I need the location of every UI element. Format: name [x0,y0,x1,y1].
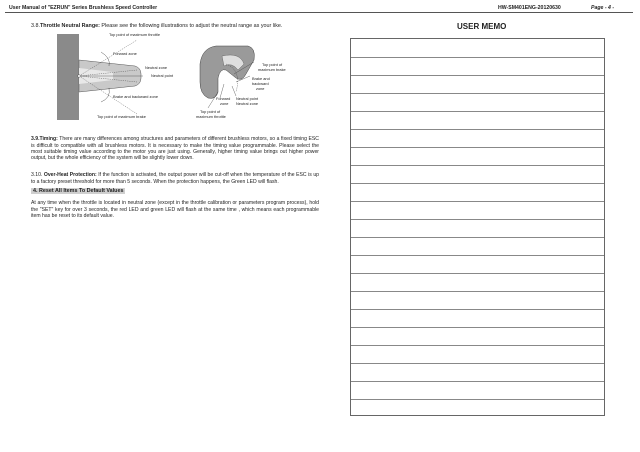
memo-line [351,111,604,112]
memo-line [351,201,604,202]
user-memo-title: USER MEMO [457,22,507,31]
label-neutral-point: Neutral point [151,73,174,78]
memo-line [351,363,604,364]
header-rule [5,12,633,13]
memo-line [351,309,604,310]
section-3-8-title: Throttle Neutral Range: [40,23,100,29]
page-header [0,0,640,14]
header-doc-id: HW-SM401ENG-20120630 [498,5,561,11]
brake-zone-arrow [101,88,109,102]
header-page-number: Page - 4 - [591,5,615,11]
section-3-10-text: If the function is activated, the output power will be cut-off when the temperature of the ESC is up to a factory preset threshold for more than 5 seconds. When the protection happens, the Green LED will flash. [31,172,319,185]
label-brake-backward-3: zone [256,86,265,91]
memo-line [351,147,604,148]
memo-line [351,399,604,400]
header-manual-title: User Manual of "EZRUN" Series Brushless Speed Controller [9,5,158,11]
memo-line [351,219,604,220]
label-neutral-point-right: Neutral point [236,96,259,101]
section-3-10-label: Over-Heat Protection: [43,172,97,179]
memo-line [351,291,604,292]
label-brake-backward-1: Brake and [252,76,270,81]
neutral-leader [232,86,236,96]
memo-line [351,327,604,328]
label-top-max-throttle: Top point of maximum throttle [109,32,161,37]
section-3-9-label: 3.9.Timing: [31,136,58,143]
section-4-title: 4. Reset All Items To Default Values [33,188,124,194]
section-3-8-text: Please see the following illustrations to adjust the neutral range as your like. [99,23,283,29]
memo-line [351,129,604,130]
section-3-9-text: There are many differences among structures and parameters of different brushless motors, so a fixed timing ESC is difficult to compatible with all brushless motors. It is necessary to make the timing value programmable. Please select the most suitable timing value according to the motor you are just using. Generally, higher timing value brings out higher power output, but the whole efficiency of the system will be slightly lower down. [31,136,319,162]
memo-line [351,345,604,346]
transmitter-body [57,34,79,120]
trigger-pivot [78,75,81,78]
label-brake-backward-zone: Brake and backward zone [113,94,158,99]
user-memo-box [350,38,605,416]
label-neutral-zone-right: Neutral zone [236,101,259,106]
memo-line [351,57,604,58]
label-brake-backward-2: backward [252,81,269,86]
section-3-8-number: 3.8. [31,23,40,29]
section-3-10-number: 3.10. [31,172,44,179]
trigger-neutral-range-figure [57,30,187,122]
section-3-8-heading [31,23,282,29]
section-3-10-paragraph [31,172,319,185]
label-top-max-brake-1: Top point of [262,62,283,67]
memo-line [351,93,604,94]
label-forward-1: Forward [216,96,231,101]
section-3-9-paragraph [31,136,319,162]
label-top-max-throttle-2: maximum throttle [196,114,226,119]
label-top-max-throttle-1: Top point of [200,109,221,114]
label-neutral-zone: Neutral zone [145,65,168,70]
memo-line [351,255,604,256]
memo-line [351,381,604,382]
label-top-max-brake: Top point of maximum brake [97,114,146,119]
section-4-paragraph: At any time when the throttle is located in neutral zone (except in the throttle calibration or parameters program process), hold the "SET" key for over 3 seconds, the red LED and green LED will flash at the same time , which means each programmable item has be reset to its default value. [31,200,319,219]
memo-line [351,75,604,76]
wheel-trigger-figure [196,34,300,126]
label-forward-2: zone [220,101,229,106]
memo-line [351,237,604,238]
transmitter-grip [200,46,254,98]
memo-line [351,273,604,274]
label-top-max-brake-2: maximum brake [258,67,286,72]
memo-line [351,165,604,166]
label-forward-zone: Forward zone [113,51,137,56]
memo-line [351,183,604,184]
